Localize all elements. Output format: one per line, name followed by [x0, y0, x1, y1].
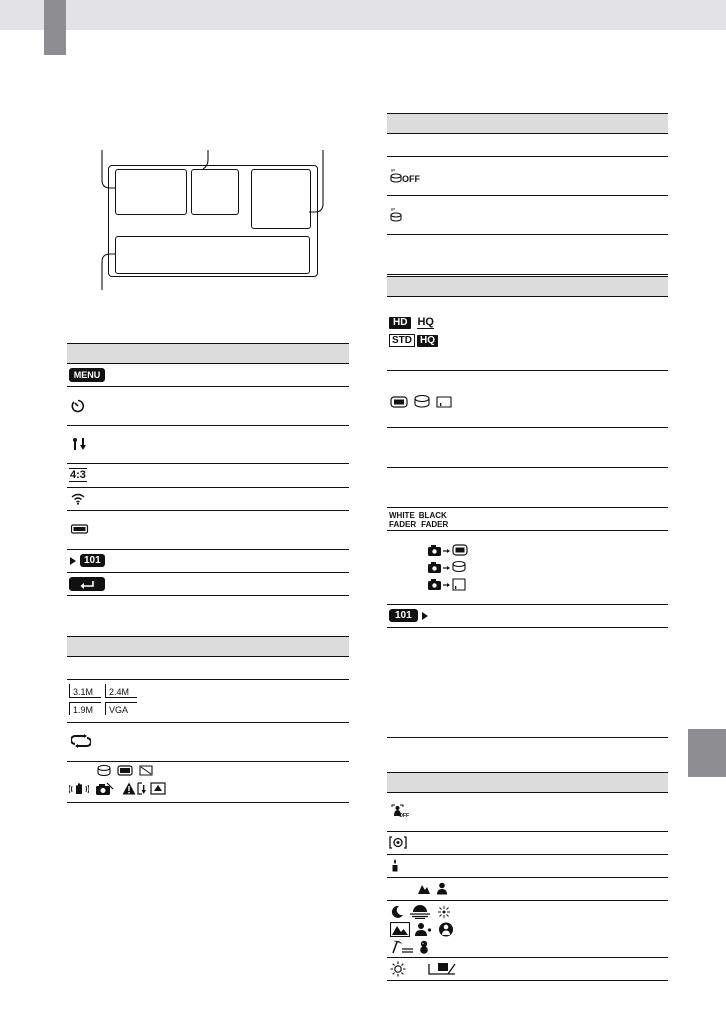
beach-scene-icon — [390, 940, 414, 954]
white-balance-outdoor-icon — [390, 961, 406, 977]
table-row — [387, 958, 668, 981]
table-row — [387, 134, 668, 157]
copy-to-card-icon — [427, 577, 477, 591]
table-row — [67, 511, 349, 550]
card-warning-icon — [139, 765, 153, 776]
card-media-icon — [436, 396, 452, 408]
photo-size-1-9m-icon: 1.9M — [69, 702, 101, 715]
night-scene-icon — [390, 905, 404, 919]
table-row — [67, 464, 349, 488]
play-triangle-icon — [70, 557, 76, 565]
table-row — [67, 550, 349, 573]
table-header — [67, 636, 349, 657]
svg-text:OFF: OFF — [399, 813, 409, 818]
table-row — [387, 468, 668, 508]
write-protect-warning-icon — [137, 782, 167, 795]
table-row — [387, 371, 668, 428]
mic-level-icon — [71, 437, 87, 451]
table-row — [387, 901, 668, 958]
off-label: OFF — [402, 174, 420, 184]
black-fader-label: FADER — [421, 520, 449, 529]
fireworks-icon — [436, 905, 452, 919]
right-table-2 — [387, 276, 668, 738]
table-row — [67, 364, 349, 387]
white-fader-label: FADER — [389, 520, 417, 529]
battery-icon — [71, 524, 89, 534]
table-row — [67, 426, 349, 464]
spot-meter-icon — [389, 836, 407, 849]
table-row — [387, 157, 668, 196]
spotlight-scene-icon — [438, 922, 454, 937]
landscape-focus-icon — [417, 882, 431, 895]
copy-to-hdd-icon — [427, 560, 477, 574]
table-row — [387, 793, 668, 832]
hdd-off-icon — [390, 169, 402, 183]
table-row — [67, 762, 349, 803]
aspect-ratio-icon: 4:3 — [70, 469, 86, 481]
chapter-side-tab — [688, 729, 726, 777]
memory-media-icon — [390, 396, 408, 408]
white-balance-onepush-icon — [428, 962, 456, 976]
table-row — [67, 723, 349, 762]
return-button-icon — [69, 577, 105, 591]
snow-scene-icon — [418, 940, 430, 954]
table-row — [67, 657, 349, 680]
hd-quality-icon: HD — [389, 317, 411, 329]
hdd-warning-icon — [97, 765, 111, 776]
hq-selected-icon: HQ — [417, 335, 438, 347]
table-row — [387, 508, 668, 531]
table-header — [387, 113, 668, 134]
copy-to-memory-icon — [427, 543, 477, 557]
table-row — [387, 855, 668, 878]
face-detection-off-icon — [391, 804, 409, 818]
play-arrow-icon — [422, 612, 428, 620]
camera-warning-icon — [94, 782, 114, 795]
table-row — [387, 235, 668, 275]
table-row — [67, 573, 349, 596]
sunrise-sunset-icon — [410, 905, 430, 919]
left-table-1 — [67, 343, 349, 596]
photo-size-3-1m-icon: 3.1M — [69, 684, 101, 698]
table-row — [67, 387, 349, 426]
table-header — [387, 276, 668, 297]
wireless-signal-icon — [71, 493, 85, 505]
table-row — [387, 428, 668, 468]
fader-black-label: BLACK — [418, 511, 447, 520]
table-row — [387, 531, 668, 605]
photo-size-2-4m-icon: 2.4M — [105, 684, 137, 698]
right-table-3 — [387, 772, 668, 981]
table-row — [67, 680, 349, 723]
menu-button-icon: MENU — [69, 368, 105, 382]
memory-warning-icon — [117, 765, 133, 776]
table-row — [387, 832, 668, 855]
table-row — [387, 297, 668, 371]
folder-number-icon: 101 — [80, 554, 105, 567]
right-table-1 — [387, 113, 668, 275]
camera-shake-warning-icon — [69, 782, 89, 795]
table-row — [387, 628, 668, 738]
fader-white-label: WHITE — [389, 511, 415, 520]
left-table-2 — [67, 636, 349, 803]
self-timer-icon — [71, 399, 85, 413]
table-row — [387, 196, 668, 235]
portrait-scene-icon — [414, 922, 434, 937]
portrait-focus-icon — [436, 882, 448, 895]
table-row — [387, 605, 668, 628]
hq-label: HQ — [417, 316, 434, 328]
landscape-scene-icon — [390, 922, 410, 937]
low-lux-icon — [391, 859, 399, 872]
table-row — [387, 878, 668, 901]
photo-size-vga-icon: VGA — [105, 702, 137, 715]
folder-number-badge: 101 — [389, 609, 418, 622]
table-row — [67, 488, 349, 511]
repeat-icon — [71, 734, 91, 748]
hdd-icon — [390, 208, 402, 222]
warning-triangle-icon — [122, 782, 136, 795]
table-header — [67, 343, 349, 364]
std-quality-icon: STD — [389, 334, 415, 347]
hdd-media-icon — [414, 395, 430, 408]
table-header — [387, 772, 668, 793]
